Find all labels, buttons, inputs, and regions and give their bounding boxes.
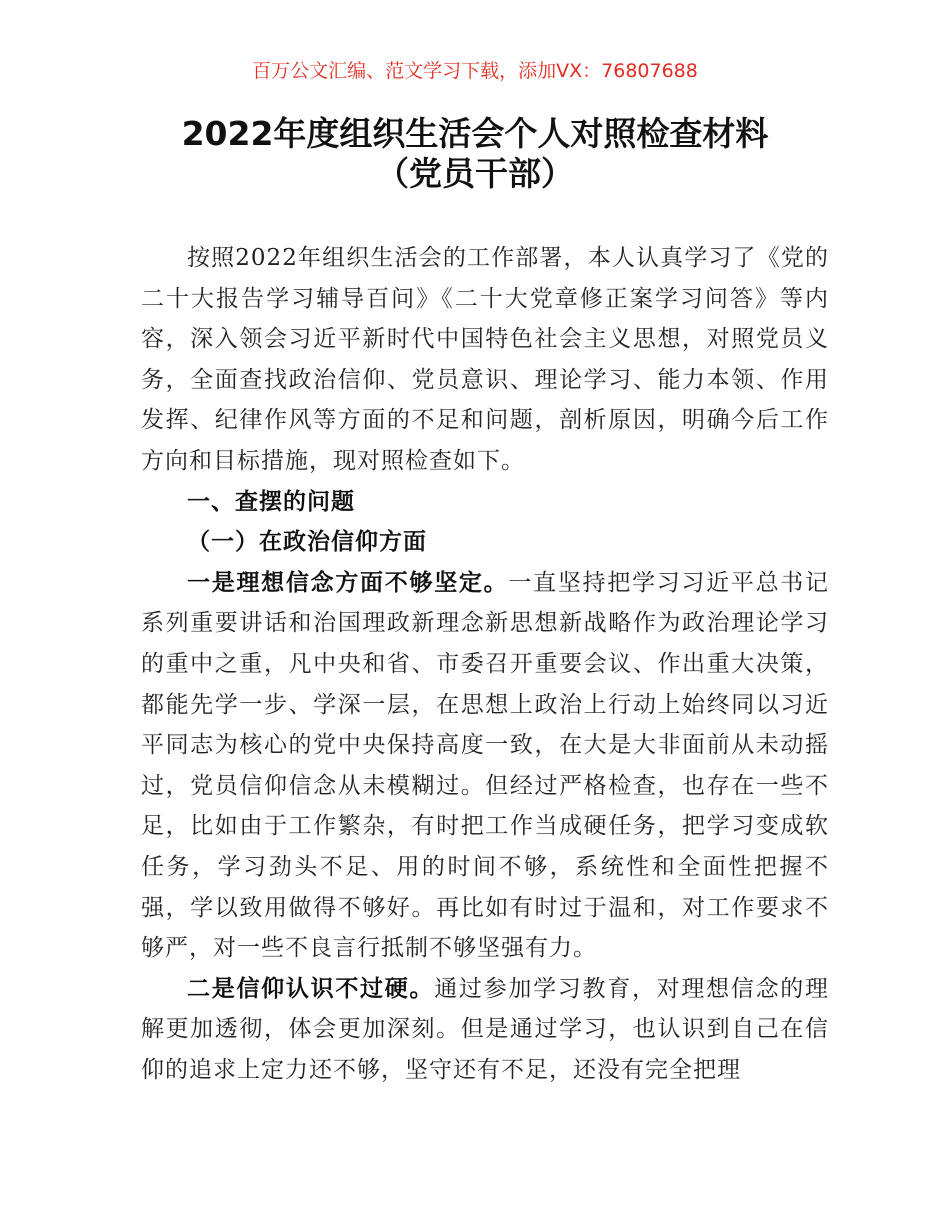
section-heading: 一、查摆的问题 — [187, 488, 355, 515]
point-lead-2: 二是信仰认识不过硬。 — [187, 975, 435, 1002]
subsection-heading: （一）在政治信仰方面 — [187, 529, 427, 556]
point-text-1: 一直坚持把学习习近平总书记系列重要讲话和治国理政新理念新思想新战略作为政治理论学习的重中之重，凡中央和省、市委召开重要会议、作出重大决策，都能先学一步、学深一层，在思想上政治上行动上始终同以习近平同志为核心的党中央保持高度一致，在大是大非面前从未动摇过，党员信仰信念从未模糊过。但经过严格检查，也存在一些不足，比如由于工作繁杂，有时把工作当成硬任务，把学习变成软任务，学习劲头不足、用的时间不够，系统性和全面性把握不强，学以致用做得不够好。再比如有时过于温和，对工作要求不够严，对一些不良言行抵制不够坚强有力。 — [141, 569, 830, 962]
point-text-2: 通过参加学习教育，对理想信念的理解更加透彻，体会更加深刻。但是通过学习，也认识到自己在信仰的追求上定力还不够，坚守还有不足，还没有完全把理 — [141, 975, 830, 1083]
point-paragraph-1 — [141, 563, 829, 969]
intro-paragraph: 按照2022年组织生活会的工作部署，本人认真学习了《党的二十大报告学习辅导百问》《二十大党章修正案学习问答》等内容，深入领会习近平新时代中国特色社会主义思想，对照党员义务，全面查找政治信仰、党员意识、理论学习、能力本领、作用发挥、纪律作风等方面的不足和问题，剖析原因，明确今后工作方向和目标措施，现对照检查如下。 — [141, 245, 829, 474]
point-lead-1: 一是理想信念方面不够坚定。 — [187, 569, 509, 596]
watermark-banner: 百万公文汇编、范文学习下载，添加VX：76807688 — [252, 60, 698, 82]
point-paragraph-2 — [141, 969, 829, 1091]
document-subtitle: （党员干部） — [376, 154, 574, 193]
document-title: 2022年度组织生活会个人对照检查材料 — [181, 114, 769, 153]
document-body — [141, 238, 829, 1090]
